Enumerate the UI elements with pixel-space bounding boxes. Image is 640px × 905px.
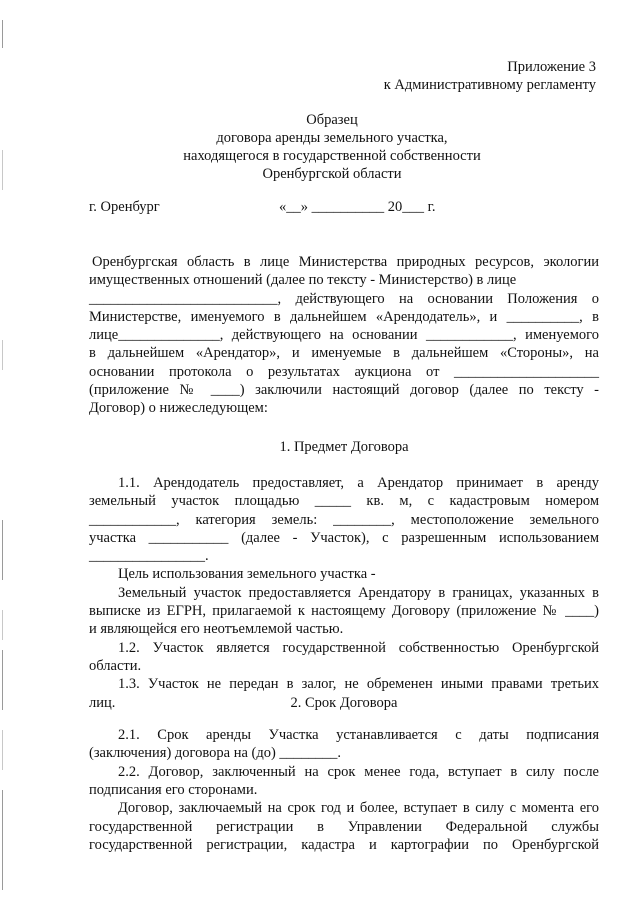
section-heading: 2. Срок Договора [290, 694, 398, 711]
clause-line: 1.1. Арендодатель предоставляет, а Арендатор принимает в аренду [118, 474, 599, 491]
clause-line: Договор, заключаемый на срок год и более, вступает в силу с момента его [118, 800, 599, 817]
clause-line: области. [89, 657, 142, 674]
preamble-line: лице______________, действующего на основании ____________, именуемого [89, 327, 599, 344]
place-date-line [89, 199, 599, 217]
scan-edge-mark [2, 340, 3, 370]
clause-line: 2.2. Договор, заключенный на срок менее года, вступает в силу после [118, 763, 599, 780]
appendix-reference: к Административному регламенту [383, 77, 596, 93]
clause-line: государственной регистрации в Управлении Федеральной службы [89, 818, 599, 835]
title-line: Образец [306, 112, 358, 128]
clause-line: земельный участок площадью _____ кв. м, с кадастровым номером [89, 493, 599, 510]
section-heading: 1. Предмет Договора [279, 438, 409, 455]
preamble-line: основании протокола о результатах аукциона от ____________________ [89, 363, 599, 380]
preamble-line: Министерстве, именуемого в дальнейшем «Арендодатель», и __________, в [89, 308, 599, 325]
clause-line: Цель использования земельного участка - [118, 566, 376, 583]
scan-edge-mark [2, 730, 3, 770]
clause-line: и являющейся его неотъемлемой частью. [89, 621, 344, 638]
preamble-line: (приложение № ____) заключили настоящий договор (далее по тексту - [89, 382, 599, 399]
contract-body [89, 253, 599, 854]
clause-line: участка ___________ (далее - Участок), с разрешенным использованием [89, 529, 599, 546]
clause-line: 1.2. Участок является государственной собственностью Оренбургской [118, 639, 599, 656]
scan-edge-mark [2, 610, 3, 640]
appendix-number: Приложение 3 [507, 59, 596, 75]
preamble-line: Договор) о нижеследующем: [89, 400, 268, 417]
date-placeholder: «__» __________ 20___ г. [279, 199, 436, 215]
appendix-header [384, 58, 596, 94]
city: г. Оренбург [89, 199, 160, 215]
clause-line: ________________. [89, 548, 209, 565]
clause-line: подписания его сторонами. [89, 782, 258, 799]
clause-line: 1.3. Участок не передан в залог, не обременен иными правами третьих [118, 676, 599, 693]
preamble-line: в дальнейшем «Арендатор», и именуемые в дальнейшем «Стороны», на [89, 345, 599, 362]
clause-line: Земельный участок предоставляется Арендатору в границах, указанных в [118, 584, 599, 601]
scan-edge-mark [2, 790, 3, 890]
scan-edge-mark [2, 650, 3, 710]
clause-line: лиц. [89, 694, 116, 711]
clause-line: государственной регистрации, кадастра и картографии по Оренбургской [89, 836, 599, 853]
scan-edge-mark [2, 520, 3, 580]
preamble-line: Оренбургская область в лице Министерства природных ресурсов, экологии [92, 254, 599, 270]
document-title [0, 111, 640, 183]
clause-line: 2.1. Срок аренды Участка устанавливается с даты подписания [118, 727, 599, 744]
title-line: Оренбургской области [262, 166, 402, 182]
preamble-line: __________________________, действующего на основании Положения о [89, 290, 599, 307]
title-line: находящегося в государственной собственности [183, 148, 481, 164]
clause-line: (заключения) договора на (до) ________. [89, 745, 342, 762]
scan-edge-mark [2, 20, 3, 48]
clause-line: выписке из ЕГРН, прилагаемой к настоящему Договору (приложение № ____) [89, 603, 599, 620]
preamble-line: имущественных отношений (далее по тексту - Министерство) в лице [89, 272, 517, 289]
clause-line: ____________, категория земель: ________, местоположение земельного [89, 511, 599, 528]
title-line: договора аренды земельного участка, [216, 130, 448, 146]
